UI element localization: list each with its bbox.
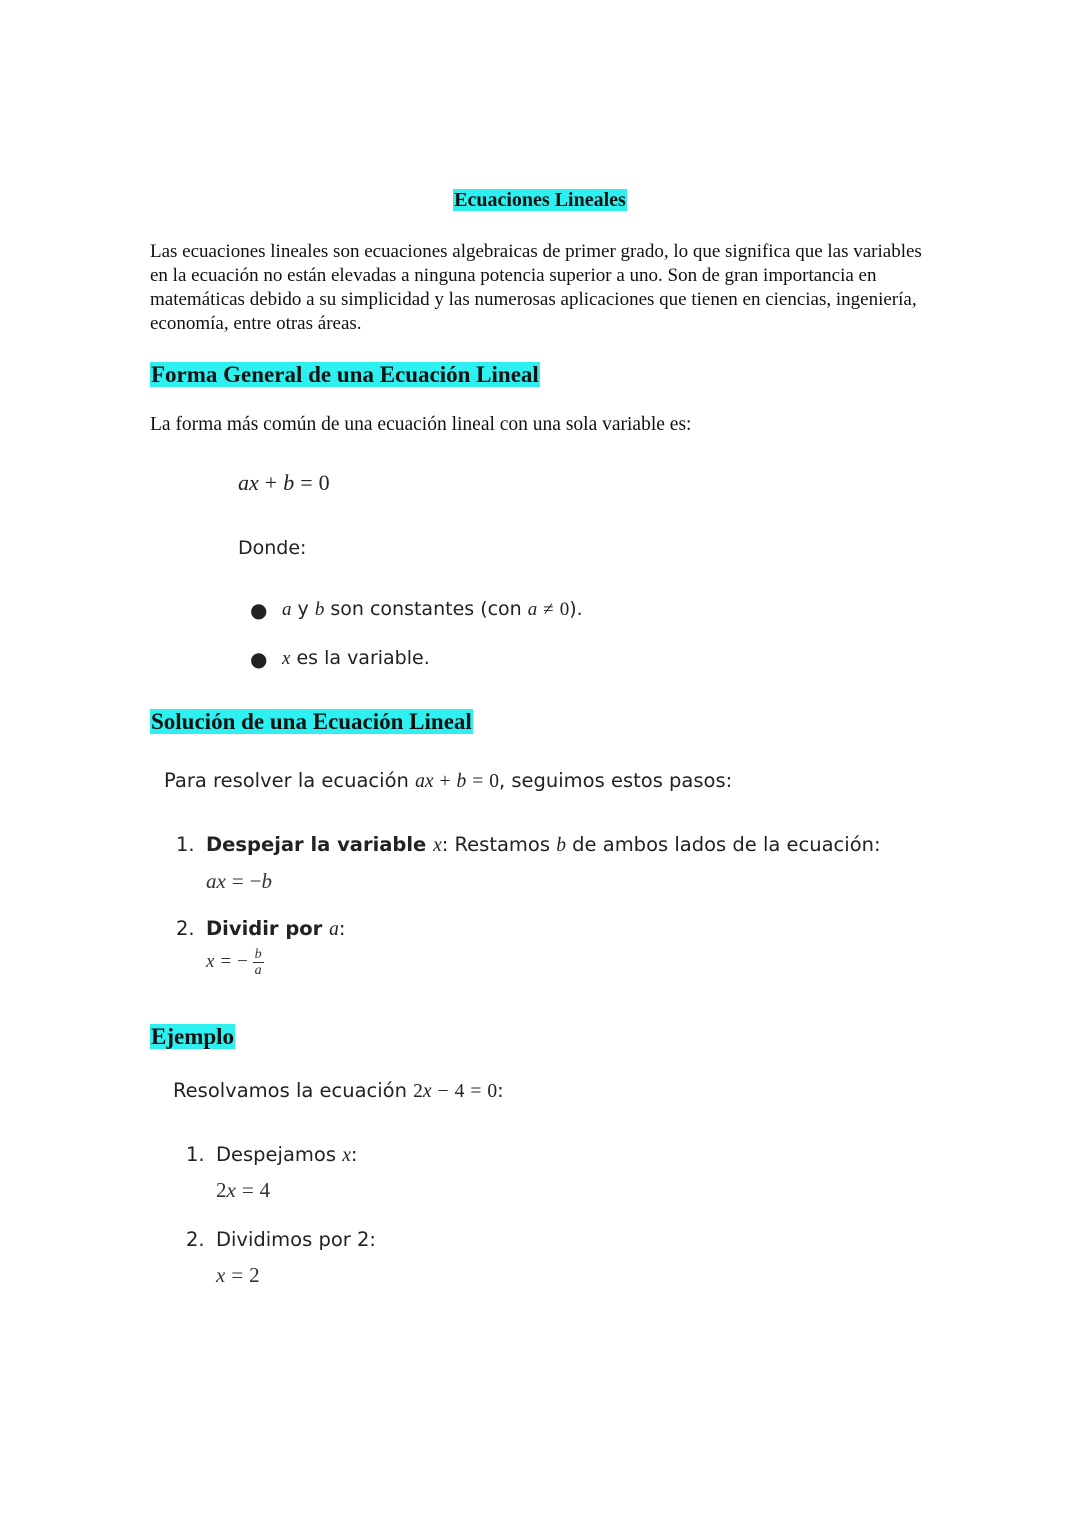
- step-2-equation: x = − $\frac{b}{a}$: [206, 947, 262, 978]
- section-heading-ejemplo: Ejemplo: [151, 1024, 235, 1049]
- document-title: Ecuaciones Lineales: [454, 189, 626, 211]
- bullet-dot: ●: [250, 647, 268, 671]
- donde-label: Donde:: [238, 537, 307, 559]
- ejemplo-lead-text: Resolvamos la ecuación 2x − 4 = 0:: [173, 1079, 504, 1102]
- example-step-1-equation: 2x = 4: [216, 1178, 271, 1202]
- step-2: 2. Dividir por a:: [176, 917, 346, 940]
- step-1-equation: ax = −b: [206, 869, 273, 893]
- section-heading-solucion: Solución de una Ecuación Lineal: [151, 709, 472, 734]
- example-step-1: 1. Despejamos x:: [186, 1143, 358, 1166]
- forma-lead-text: La forma más común de una ecuación lineal con una sola variable es:: [150, 414, 692, 435]
- step-1: 1. Despejar la variable x: Restamos b de ambos lados de la ecuación:: [176, 833, 881, 856]
- example-step-2-equation: x = 2: [216, 1263, 260, 1287]
- bullet-constants: ● a y b son constantes (con a ≠ 0).: [250, 598, 583, 622]
- bullet-variable: ● x es la variable.: [250, 647, 430, 671]
- fraction-b-over-a: $\frac{b}{a}$: [254, 947, 262, 978]
- general-equation: ax + b = 0: [238, 470, 330, 495]
- intro-paragraph: Las ecuaciones lineales son ecuaciones algebraicas de primer grado, lo que significa que las variables en la ecuación no están elevadas a ninguna potencia superior a uno. Son de gran importancia en matemáticas debido a su simplicidad y las numerosas aplicaciones que tienen en ciencias, ingeniería, economía, entre otras áreas.: [150, 241, 922, 334]
- example-step-2: 2. Dividimos por 2:: [186, 1228, 376, 1251]
- solucion-lead-text: Para resolver la ecuación ax + b = 0, seguimos estos pasos:: [164, 769, 733, 792]
- bullet-dot: ●: [250, 598, 268, 622]
- section-heading-forma: Forma General de una Ecuación Lineal: [151, 362, 539, 387]
